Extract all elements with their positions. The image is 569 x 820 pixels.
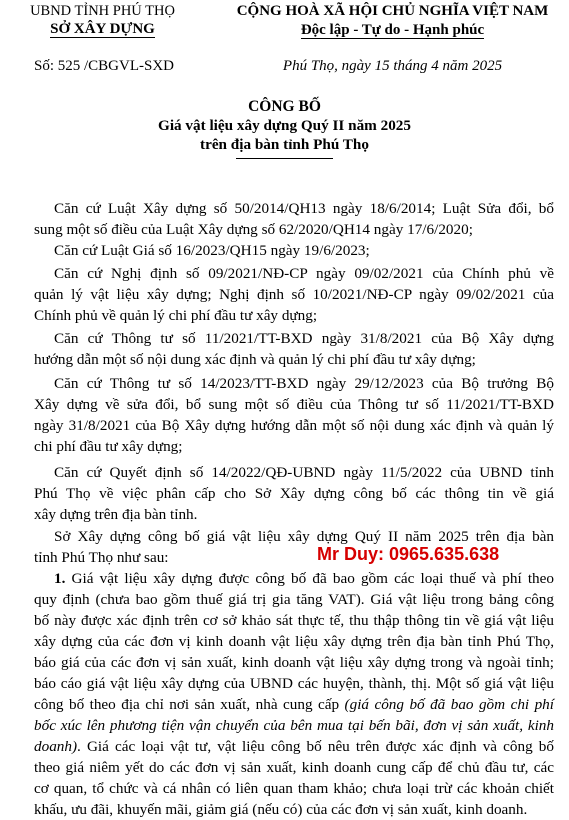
- text-line: Căn cứ Thông tư số 14/2023/TT-BXD ngày 29/12/2023 của Bộ trưởng Bộ: [54, 375, 554, 392]
- text-segment: . Giá các loại vật tư, vật liệu công bố nêu trên được xác định và công bố: [77, 738, 554, 755]
- text-line: Xây dựng về sửa đổi, bổ sung một số điều của Thông tư số 11/2021/TT-BXD: [34, 396, 554, 413]
- paragraph-decree: [34, 263, 554, 326]
- document-number: Số: 525 /CBGVL-SXD: [34, 58, 175, 74]
- text-line: [34, 694, 554, 715]
- text-line: Chính phủ về quản lý chi phí đầu tư xây dựng;: [34, 307, 318, 324]
- place-and-date: Phú Thọ, ngày 15 tháng 4 năm 2025: [282, 58, 503, 74]
- text-line: báo giá của các đơn vị sản xuất, kinh doanh vật liệu xây dựng trong và ngoài tỉnh;: [34, 654, 554, 671]
- text-line: sung một số điều của Luật Xây dựng số 62/2020/QH14 ngày 17/6/2020;: [34, 221, 473, 238]
- text-line: [34, 715, 554, 736]
- text-line: quản lý vật liệu xây dựng; Nghị định số 10/2021/NĐ-CP ngày 09/02/2021 của: [34, 286, 554, 303]
- text-line: Căn cứ Luật Giá số 16/2023/QH15 ngày 19/6/2023;: [54, 242, 370, 259]
- italic-segment: (giá công bố đã bao gồm chi phí: [344, 696, 554, 713]
- title-underline: [236, 158, 333, 159]
- text-segment: Giá vật liệu xây dựng được công bố đã bao gồm các loại thuế và phí theo: [65, 570, 554, 587]
- paragraph-circular-11: [34, 328, 554, 370]
- text-segment: công bố theo địa chỉ nơi sản xuất, nhà cung cấp: [34, 696, 345, 713]
- paragraph-construction-law: [34, 198, 554, 240]
- text-line: xây dựng trên địa bàn tỉnh.: [34, 506, 198, 523]
- issuing-authority: UBND TỈNH PHÚ THỌ: [30, 3, 175, 19]
- text-line: [34, 736, 554, 757]
- text-line: cơ quan, tổ chức và cá nhân có liên quan tham khảo; chưa loại trừ các khoản chiết: [34, 780, 554, 797]
- text-line: khấu, ưu đãi, khuyến mãi, giảm giá (nếu có) của các đơn vị sản xuất, kinh doanh.: [34, 801, 528, 818]
- document-subtitle-2: trên địa bàn tỉnh Phú Thọ: [200, 136, 369, 153]
- issuing-department: [0, 21, 205, 38]
- item-number: 1.: [54, 570, 66, 587]
- text-line: theo giá niêm yết do các đơn vị sản xuất, kinh doanh cung cấp để chủ đầu tư, các: [34, 759, 554, 776]
- text-line: Căn cứ Luật Xây dựng số 50/2014/QH13 ngày 18/6/2014; Luật Sửa đổi, bổ: [54, 200, 554, 217]
- text-line: Căn cứ Quyết định số 14/2022/QĐ-UBND ngày 11/5/2022 của UBND tỉnh: [54, 464, 554, 481]
- issuing-department-text: SỞ XÂY DỰNG: [50, 21, 155, 37]
- paragraph-item-1: [34, 568, 554, 820]
- contact-watermark: Mr Duy: 0965.635.638: [317, 544, 500, 564]
- document-title: CÔNG BỐ: [248, 98, 321, 115]
- country-name: CỘNG HOÀ XÃ HỘI CHỦ NGHĨA VIỆT NAM: [236, 3, 549, 19]
- text-line: bố này được xác định trên cơ sở khảo sát thực tế, thu thập thông tin về giá vật liệu: [34, 612, 554, 629]
- text-line: ngày 31/8/2021 của Bộ Xây dựng hướng dẫn một số nội dung xác định và quản lý: [34, 417, 554, 434]
- text-line: Sở Xây dựng công bố giá vật liệu xây dựng Quý II năm 2025 trên địa bàn: [54, 528, 554, 545]
- text-line: chi phí đầu tư xây dựng;: [34, 438, 183, 455]
- italic-segment: bốc xúc lên phương tiện vận chuyển của bên mua tại bến bãi, đơn vị sản xuất, kinh: [34, 717, 554, 734]
- text-line: xây dựng của các đơn vị kinh doanh vật liệu xây dựng trên địa bàn tỉnh Phú Thọ,: [34, 633, 554, 650]
- text-line: Căn cứ Nghị định số 09/2021/NĐ-CP ngày 09/02/2021 của Chính phủ về: [54, 265, 554, 282]
- text-line: Phú Thọ về việc phân cấp cho Sở Xây dựng công bố các thông tin về giá: [34, 485, 554, 502]
- paragraph-decision: [34, 462, 554, 525]
- italic-segment: doanh): [34, 738, 78, 755]
- text-line: tỉnh Phú Thọ như sau:: [34, 549, 169, 566]
- paragraph-circular-14: [34, 373, 554, 457]
- text-line: hướng dẫn một số nội dung xác định và quản lý chi phí đầu tư xây dựng;: [34, 351, 476, 368]
- text-line: [34, 568, 554, 589]
- paragraph-price-law: [34, 240, 554, 261]
- national-motto-text: Độc lập - Tự do - Hạnh phúc: [300, 22, 485, 38]
- text-line: quy định (chưa bao gồm thuế giá trị gia tăng VAT). Giá vật liệu trong bảng công: [34, 591, 554, 608]
- text-line: báo cáo giá vật liệu xây dựng của UBND các huyện, thành, thị. Một số giá vật liệu: [34, 675, 554, 692]
- text-line: Căn cứ Thông tư số 11/2021/TT-BXD ngày 31/8/2021 của Bộ Xây dựng: [54, 330, 554, 347]
- national-motto: [216, 22, 569, 39]
- document-subtitle-1: Giá vật liệu xây dựng Quý II năm 2025: [158, 117, 411, 134]
